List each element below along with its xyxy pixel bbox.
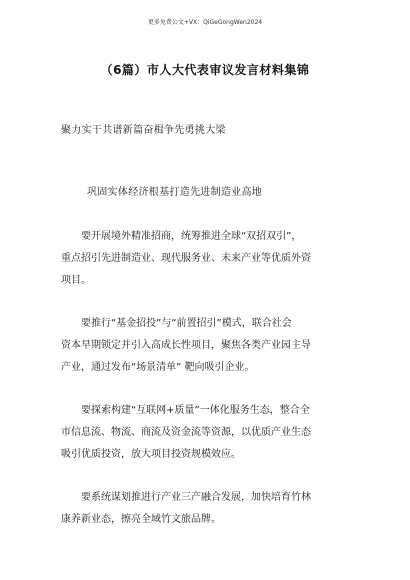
header-note: 更多免费公文+VX：QiGeGongWen2024 (147, 19, 263, 26)
paragraph-line: 资本早期锁定并引入高成长性项目，聚焦各类产业园主导 (61, 340, 311, 351)
paragraph-line: 要推行“基金招投”与“前置招引”模式，联合社会 (81, 318, 292, 329)
paragraph-2 (61, 313, 357, 379)
paragraph-line: 项目。 (61, 275, 91, 286)
paragraph-line: 吸引优质投资，放大项目投资规模效应。 (61, 449, 241, 460)
paragraph-line: 市信息流、物流、商流及资金流等资源，以优质产业生态 (61, 427, 311, 438)
document-title: （6篇）市人大代表审议发言材料集锦 (100, 63, 310, 77)
section-heading: 聚力实干共谱新篇奋楫争先勇挑大梁 (61, 125, 226, 136)
paragraph-line: 康养新业态，擦亮全域竹文旅品牌。 (61, 514, 221, 525)
paragraph-line: 产业，通过发布“场景清单” 靶向吸引企业。 (61, 362, 255, 373)
paragraph-line: 要探索构建“互联网+质量”一体化服务生态，整合全 (81, 405, 310, 416)
subheading: 巩固实体经济根基打造先进制造业高地 (87, 187, 263, 198)
paragraph-line: 要系统谋划推进行产业三产融合发展，加快培育竹林 (81, 492, 311, 503)
paragraph-4 (61, 487, 357, 531)
paragraph-1 (61, 226, 357, 292)
paragraph-line: 重点招引先进制造业、现代服务业、未来产业等优质外资 (61, 253, 311, 264)
paragraph-3 (61, 400, 357, 466)
paragraph-line: 要开展境外精准招商，统筹推进全球“双招双引”， (81, 231, 302, 242)
